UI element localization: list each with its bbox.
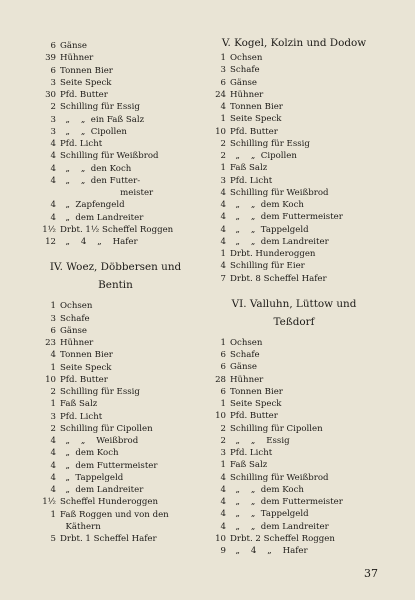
item-text: Schafe: [60, 313, 90, 324]
list-item: [204, 447, 384, 459]
item-text: Drbt. 8 Scheffel Hafer: [230, 273, 327, 284]
item-text: Gänse: [230, 77, 258, 88]
list-item: [204, 496, 384, 508]
item-quantity: 3: [220, 448, 226, 458]
left-list-b: [34, 300, 197, 545]
item-quantity: 4: [50, 139, 56, 149]
item-quantity: 4: [220, 187, 226, 198]
item-text: „ Zapfengeld: [60, 200, 125, 211]
item-quantity: 4: [220, 212, 226, 223]
item-text: „ 4 „ Hafer: [230, 546, 308, 556]
item-text: Schilling für Essig: [60, 387, 140, 397]
item-text: Ochsen: [230, 337, 263, 348]
section-heading-v: [204, 34, 384, 52]
item-quantity: 4: [50, 350, 56, 361]
item-text: Ochsen: [60, 301, 93, 312]
item-text: Pfd. Licht: [230, 448, 273, 458]
item-quantity: 2: [50, 387, 56, 397]
list-item: [204, 199, 384, 211]
item-quantity: 1: [50, 362, 56, 373]
item-text: Gänse: [60, 41, 88, 51]
item-quantity: 3: [220, 65, 226, 76]
item-text: Ochsen: [230, 53, 263, 63]
heading-line: IV. Woez, Döbbersen und: [49, 261, 182, 274]
item-quantity: 6: [50, 325, 56, 336]
right-column: [204, 37, 384, 557]
list-item: [34, 362, 197, 374]
item-text: „ dem Landreiter: [60, 212, 144, 223]
item-text: Schilling für Essig: [60, 102, 140, 113]
item-text: Seite Speck: [230, 399, 282, 409]
list-item: [34, 533, 197, 545]
item-quantity: 4: [50, 472, 56, 483]
item-quantity: 4: [220, 472, 226, 483]
item-text: Drbt. 1½ Scheffel Roggen: [60, 224, 174, 235]
list-item: [204, 175, 384, 187]
list-item: [204, 435, 384, 447]
item-text: Schilling für Essig: [230, 138, 310, 149]
heading-line: Teßdorf: [273, 315, 315, 328]
list-item: [34, 65, 197, 77]
list-item: [34, 496, 197, 508]
list-item: [204, 508, 384, 520]
list-item: [204, 337, 384, 349]
item-text: Schilling für Cipollen: [230, 423, 323, 434]
list-item: [34, 411, 197, 423]
item-text: „ „ dem Landreiter: [230, 521, 329, 532]
item-quantity: 6: [220, 362, 226, 373]
item-text: Tonnen Bier: [230, 386, 283, 397]
item-quantity: 4: [220, 102, 226, 112]
item-quantity: 6: [50, 41, 56, 51]
item-quantity: 2: [50, 102, 56, 113]
item-quantity: 4: [50, 200, 56, 211]
item-quantity: 1½: [42, 497, 56, 508]
list-item: [34, 199, 197, 211]
list-item: [204, 273, 384, 285]
item-quantity: 1½: [42, 224, 56, 235]
item-text: Tonnen Bier: [230, 102, 283, 112]
item-quantity: 10: [45, 374, 56, 385]
item-quantity: 1: [220, 460, 226, 471]
list-item: [34, 236, 197, 248]
item-quantity: 4: [220, 509, 226, 520]
list-item: [204, 349, 384, 361]
item-text: „ „ ein Faß Salz: [60, 114, 145, 125]
item-quantity: 4: [50, 448, 56, 459]
item-text: Drbt. 1 Scheffel Hafer: [60, 534, 157, 544]
list-item: [204, 521, 384, 533]
list-item: [34, 138, 197, 150]
item-text: Hühner: [230, 89, 264, 100]
item-text: „ dem Futtermeister: [60, 460, 158, 471]
item-quantity: 1: [220, 163, 226, 174]
page-number: 37: [364, 567, 378, 580]
list-item: [34, 212, 197, 224]
list-item: [34, 349, 197, 361]
item-text: „ „ Tappelgeld: [230, 224, 309, 235]
list-item: [34, 423, 197, 435]
item-text: „ Tappelgeld: [60, 472, 124, 483]
item-text: „ dem Landreiter: [60, 485, 144, 495]
item-quantity: 2: [220, 151, 226, 161]
list-item: [34, 337, 197, 349]
item-quantity: 6: [220, 77, 226, 88]
item-text: „ „ dem Futtermeister: [230, 497, 343, 507]
item-text: Schilling für Eier: [230, 261, 305, 272]
item-text: Drbt. 2 Scheffel Roggen: [230, 533, 335, 544]
item-text: Scheffel Hunderoggen: [60, 497, 159, 508]
item-text: Schilling für Weißbrod: [230, 187, 329, 198]
list-item: [204, 410, 384, 422]
item-quantity: 4: [220, 521, 226, 532]
item-quantity: 2: [220, 423, 226, 434]
list-item: [204, 64, 384, 76]
list-item: [204, 236, 384, 248]
item-quantity: 1: [220, 114, 226, 125]
list-item: [34, 521, 197, 533]
item-quantity: 4: [220, 200, 226, 210]
item-quantity: 10: [215, 533, 226, 544]
list-item: [34, 77, 197, 89]
item-text: Seite Speck: [60, 362, 112, 373]
list-item: [204, 484, 384, 496]
item-quantity: 2: [220, 435, 226, 446]
list-item: [204, 89, 384, 101]
list-item: [34, 472, 197, 484]
list-item: [204, 113, 384, 125]
item-text: Pfd. Licht: [60, 139, 103, 149]
list-item: [34, 40, 197, 52]
list-item: [34, 386, 197, 398]
item-quantity: 9: [220, 546, 226, 556]
list-item: [204, 162, 384, 174]
list-item: [204, 211, 384, 223]
item-quantity: 4: [50, 175, 56, 186]
item-quantity: 4: [50, 212, 56, 223]
item-text: „ „ Cipollen: [60, 126, 127, 137]
item-text: Hühner: [230, 374, 264, 385]
item-quantity: 4: [50, 151, 56, 162]
list-item: [204, 126, 384, 138]
item-text: Tonnen Bier: [60, 350, 113, 361]
item-quantity: 24: [215, 89, 226, 100]
item-quantity: 2: [220, 138, 226, 149]
list-item: [204, 260, 384, 272]
right-list-a: [204, 52, 384, 285]
item-text: „ „ Essig: [230, 435, 290, 446]
list-item: [34, 509, 197, 521]
item-quantity: 4: [220, 224, 226, 235]
item-text: Gänse: [60, 325, 88, 336]
item-quantity: 4: [220, 261, 226, 272]
list-item: [34, 126, 197, 138]
item-quantity: 1: [220, 249, 226, 259]
list-item: [34, 163, 197, 175]
item-text: Schilling für Weißbrod: [230, 472, 329, 483]
item-quantity: 3: [50, 77, 56, 88]
heading-line: VI. Valluhn, Lüttow und: [231, 297, 357, 310]
section-heading-iv: [34, 258, 197, 294]
item-quantity: 4: [220, 497, 226, 507]
item-quantity: 4: [50, 460, 56, 471]
item-quantity: 7: [220, 273, 226, 284]
list-item: [34, 52, 197, 64]
item-text: „ „ Weißbrod: [60, 436, 139, 446]
item-text: Schilling für Weißbrod: [60, 151, 159, 162]
list-item: [204, 77, 384, 89]
item-text: „ 4 „ Hafer: [60, 237, 138, 247]
item-text: Pfd. Butter: [60, 374, 108, 385]
list-item: [204, 52, 384, 64]
item-quantity: 4: [50, 163, 56, 174]
list-item: [34, 175, 197, 187]
list-item: [34, 300, 197, 312]
left-list-a: [34, 40, 197, 248]
list-item: [34, 187, 197, 199]
item-text: „ „ den Koch: [60, 163, 132, 174]
list-item: [34, 374, 197, 386]
list-item: [204, 545, 384, 557]
item-text: „ „ dem Koch: [230, 484, 304, 495]
list-item: [204, 101, 384, 113]
item-quantity: 1: [220, 53, 226, 63]
item-text: Pfd. Butter: [230, 411, 278, 422]
list-item: [204, 459, 384, 471]
list-item: [204, 386, 384, 398]
right-list-b: [204, 337, 384, 558]
list-item: [34, 89, 197, 101]
item-quantity: 6: [50, 65, 56, 76]
item-text: Seite Speck: [230, 114, 282, 125]
list-item: [34, 398, 197, 410]
item-text: meister: [60, 188, 154, 198]
item-text: Käthern: [60, 521, 101, 532]
item-text: Schafe: [230, 350, 260, 360]
item-text: Faß Roggen und von den: [60, 509, 169, 520]
item-text: „ „ Tappelgeld: [230, 509, 309, 520]
item-text: Faß Salz: [230, 163, 268, 174]
item-text: Faß Salz: [60, 399, 98, 410]
item-text: Pfd. Butter: [60, 90, 108, 100]
item-quantity: 12: [45, 237, 56, 247]
list-item: [204, 361, 384, 373]
heading-line: V. Kogel, Kolzin und Dodow: [221, 37, 367, 49]
item-text: Hühner: [60, 53, 94, 64]
item-quantity: 39: [45, 53, 56, 64]
item-quantity: 1: [220, 399, 226, 409]
list-item: [204, 398, 384, 410]
list-item: [34, 484, 197, 496]
item-text: „ „ dem Koch: [230, 200, 304, 210]
item-quantity: 3: [50, 126, 56, 137]
item-quantity: 2: [50, 423, 56, 434]
item-quantity: 10: [215, 126, 226, 137]
item-text: Pfd. Butter: [230, 126, 278, 137]
list-item: [34, 114, 197, 126]
item-quantity: 10: [215, 411, 226, 422]
list-item: [204, 423, 384, 435]
item-text: Tonnen Bier: [60, 65, 113, 76]
list-item: [34, 460, 197, 472]
item-quantity: 4: [220, 236, 226, 247]
list-item: [34, 435, 197, 447]
list-item: [204, 138, 384, 150]
item-text: „ „ dem Landreiter: [230, 236, 329, 247]
item-text: Hühner: [60, 338, 94, 348]
list-item: [204, 150, 384, 162]
item-quantity: 4: [220, 484, 226, 495]
list-item: [34, 101, 197, 113]
item-text: „ „ Cipollen: [230, 151, 297, 161]
item-text: „ „ dem Futtermeister: [230, 212, 343, 223]
list-item: [204, 374, 384, 386]
item-quantity: 4: [50, 436, 56, 446]
item-text: Faß Salz: [230, 460, 268, 471]
item-quantity: 6: [220, 350, 226, 360]
item-quantity: 3: [50, 114, 56, 125]
list-item: [34, 224, 197, 236]
item-text: „ „ den Futter-: [60, 175, 141, 186]
list-item: [34, 313, 197, 325]
item-quantity: 5: [50, 534, 56, 544]
item-text: Pfd. Licht: [60, 411, 103, 422]
heading-line: Bentin: [98, 279, 133, 292]
item-quantity: 3: [220, 175, 226, 186]
item-quantity: 23: [45, 338, 56, 348]
list-item: [34, 447, 197, 459]
item-text: Schilling für Cipollen: [60, 423, 153, 434]
item-quantity: 1: [50, 301, 56, 312]
list-item: [34, 150, 197, 162]
item-text: Schafe: [230, 65, 260, 76]
list-item: [204, 533, 384, 545]
section-heading-vi: [204, 295, 384, 331]
item-quantity: 28: [215, 374, 226, 385]
item-quantity: 1: [50, 399, 56, 410]
item-quantity: 3: [50, 313, 56, 324]
list-item: [34, 325, 197, 337]
item-text: Drbt. Hunderoggen: [230, 249, 316, 259]
list-item: [204, 187, 384, 199]
list-item: [204, 248, 384, 260]
list-item: [204, 472, 384, 484]
item-quantity: 30: [45, 90, 56, 100]
item-text: Gänse: [230, 362, 258, 373]
item-quantity: 1: [50, 509, 56, 520]
item-quantity: 1: [220, 337, 226, 348]
item-quantity: 4: [50, 485, 56, 495]
item-quantity: 6: [220, 386, 226, 397]
list-item: [204, 224, 384, 236]
item-quantity: 3: [50, 411, 56, 422]
item-text: Pfd. Licht: [230, 175, 273, 186]
left-column: [34, 40, 197, 545]
item-text: „ dem Koch: [60, 448, 119, 459]
item-text: Seite Speck: [60, 77, 112, 88]
